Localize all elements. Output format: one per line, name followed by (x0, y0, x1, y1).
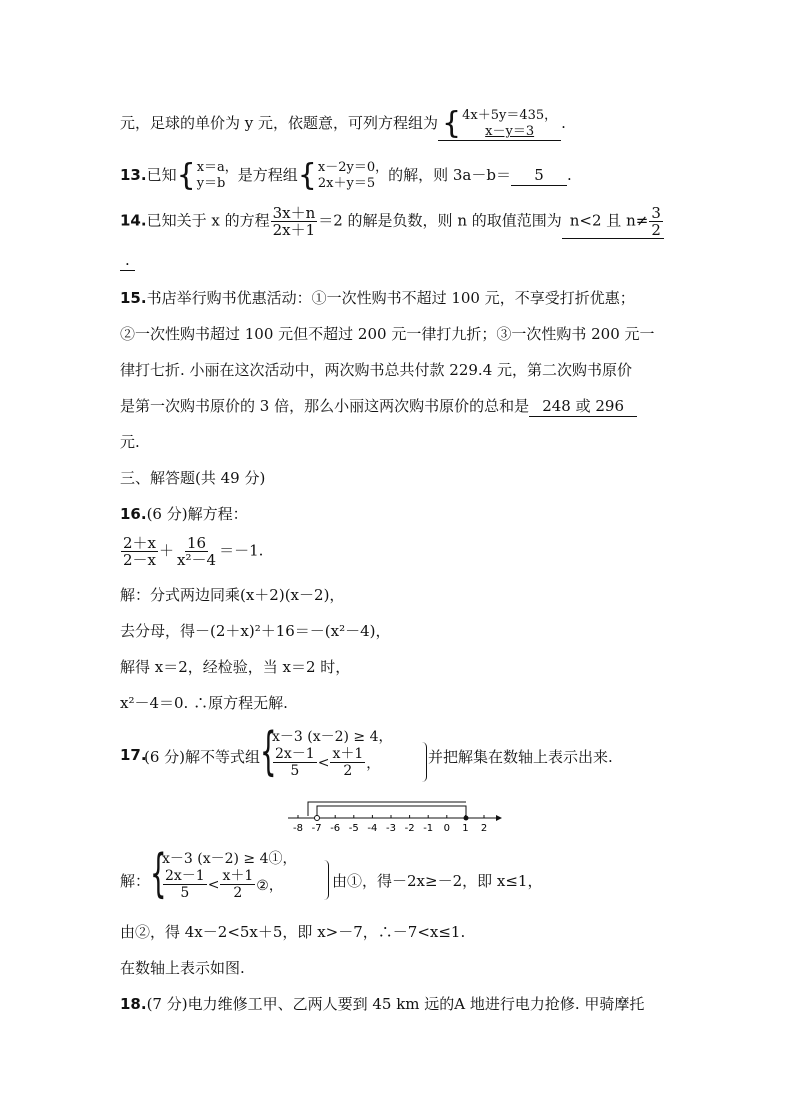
q17-sol-3: 在数轴上表示如图. (120, 959, 245, 977)
q13-text-1: 已知 (146, 166, 177, 184)
axis-tick-label: -1 (423, 823, 434, 834)
q13-text-2: 是方程组 (237, 166, 298, 184)
q14-answer (562, 205, 664, 239)
q13-end: . (566, 166, 572, 184)
q17-sol-after: 由①，得－2x≥－2，即 x≤1， (332, 872, 543, 890)
q13-sys1-row1: x＝a， (196, 160, 238, 175)
q17-lt: < (317, 754, 330, 771)
solution-bracket (317, 806, 466, 816)
q17-solution (120, 844, 680, 908)
q14-line (120, 205, 664, 239)
q17-sol-row2 (162, 868, 283, 901)
q16-sol-3: 解得 x＝2，经检验，当 x＝2 时， (120, 658, 351, 676)
q17-row2 (272, 746, 380, 779)
q15-line-4 (120, 396, 637, 417)
q15-line-1 (120, 288, 635, 308)
q17-sol-frac-right-den: 2 (233, 885, 243, 901)
q16-equation (120, 535, 263, 568)
q16-title-line (120, 504, 248, 524)
q15-text-1: 书店举行购书优惠活动：①一次性购书不超过 100 元，不享受打折优惠； (146, 289, 635, 307)
q17-sol-prefix: 解： (120, 872, 151, 890)
q16-sol-1: 解：分式两边同乘(x＋2)(x－2)， (120, 586, 345, 604)
q16-frac2-den: x²－4 (177, 551, 217, 569)
q17-title: (6 分)解不等式组 (144, 748, 261, 766)
q17-question (120, 722, 660, 792)
q13-line: 13.已知 { x＝a， y＝b 是方程组 { x－2y＝0， 2x＋y＝5 的解，则 3a－b＝ 5 . (120, 158, 572, 193)
q16-rhs: ＝－1. (219, 541, 264, 560)
q12-answer: { 4x＋5y＝435， x－y＝3 (438, 108, 561, 141)
q12-eq2: x－y＝3 (485, 124, 535, 139)
axis-arrow-icon (496, 815, 502, 821)
q12-eq1: 4x＋5y＝435， (462, 108, 558, 123)
q14-blank-end: . (120, 250, 135, 271)
q13-text-3: 的解，则 3a－b＝ (388, 166, 511, 184)
q13-sys1-row2: y＝b (196, 176, 226, 191)
q13-sys2-row1: x－2y＝0， (317, 160, 389, 175)
q17-row1: x－3 (x－2) ≥ 4， (272, 729, 393, 745)
q15-text-5: 元. (120, 433, 140, 451)
q17-sol-frac-left-den: 5 (180, 885, 190, 901)
q17-number-line (280, 796, 510, 836)
solution-bracket-outer (308, 802, 466, 816)
q14-text-1: 已知关于 x 的方程 (146, 211, 270, 230)
q17-number: 17. (120, 746, 147, 764)
axis-tick-label: -8 (293, 823, 303, 834)
q15-line-2 (120, 324, 655, 344)
q16-title: (6 分)解方程： (146, 505, 248, 523)
q17-sol-2: 由②，得 4x－2<5x＋5，即 x>－7，∴－7<x≤1. (120, 923, 466, 941)
q13-number: 13. (120, 166, 147, 184)
q15-answer: 248 或 296 (529, 396, 637, 417)
q17-frac-left-num: 2x－1 (275, 746, 315, 762)
q17-sol-frac-right-num: x＋1 (222, 868, 254, 884)
axis-tick-label: -4 (367, 823, 378, 834)
q17-after: 并把解集在数轴上表示出来. (428, 748, 613, 766)
section-heading: 三、解答题(共 49 分) (120, 469, 266, 487)
q17-row2-end: ， (366, 755, 381, 772)
q14-frac-den: 2x＋1 (272, 221, 316, 239)
q17-frac-left-den: 5 (290, 763, 300, 779)
q17-sol-lt: < (207, 876, 220, 893)
q17-sol-brace-right (324, 860, 329, 900)
axis-tick-label: -2 (404, 823, 415, 834)
q14-answer-text: n<2 且 n≠ (569, 211, 649, 230)
q12-line (120, 108, 566, 141)
q14-continuation (120, 250, 135, 271)
q18-text: (7 分)电力维修工甲、乙两人要到 45 km 远的A 地进行电力抢修. 甲骑摩托 (146, 995, 645, 1013)
axis-tick-label: -6 (330, 823, 341, 834)
q17-sol-row2-end: ②， (256, 877, 283, 894)
q16-sol-2: 去分母，得－(2＋x)²＋16＝－(x²－4)， (120, 622, 391, 640)
q15-line-3 (120, 360, 632, 380)
q17-sol-frac-left-num: 2x－1 (165, 868, 205, 884)
axis-tick-label: 1 (462, 823, 469, 834)
q13-answer: 5 (511, 165, 567, 186)
q17-sol-row1: x－3 (x－2) ≥ 4①， (162, 851, 297, 867)
q17-sol-brace-left: { (150, 844, 167, 904)
q17-frac-right-num: x＋1 (332, 746, 364, 762)
q15-text-2: ②一次性购书超过 100 元但不超过 200 元一律打九折；③一次性购书 200 元一 (120, 325, 655, 343)
q17-brace-left: { (260, 722, 277, 782)
q16-sol-4: x²－4＝0. ∴原方程无解. (120, 694, 288, 712)
axis-tick-label: -3 (386, 823, 396, 834)
q16-frac1-den: 2－x (123, 551, 157, 569)
q15-text-3: 律打七折. 小丽在这次活动中，两次购书总共付款 229.4 元，第二次购书原价 (120, 361, 633, 379)
q15-line-5 (120, 432, 140, 452)
q15-number: 15. (120, 289, 147, 307)
q14-answer-frac-num: 3 (651, 204, 661, 222)
q16-plus: ＋ (159, 541, 175, 560)
axis-tick-label: -7 (311, 823, 322, 834)
q14-text-2: ＝2 的解是负数，则 n 的取值范围为 (318, 211, 562, 230)
q12-text: 元，足球的单价为 y 元，依题意，可列方程组为 (120, 114, 439, 132)
q16-frac1-num: 2＋x (123, 534, 157, 552)
axis-tick-label: -5 (348, 823, 359, 834)
q18-line (120, 994, 644, 1014)
axis-tick-label: 0 (443, 823, 450, 834)
closed-point-1 (464, 816, 469, 821)
q18-number: 18. (120, 995, 147, 1013)
q14-frac-num: 3x＋n (272, 204, 316, 222)
axis-tick-label: 2 (480, 823, 488, 834)
q12-suffix: . (561, 114, 566, 132)
open-point-minus7 (315, 816, 320, 821)
q17-brace-right (422, 742, 427, 782)
q13-sys2-row2: 2x＋y＝5 (317, 176, 376, 191)
q16-number: 16. (120, 505, 147, 523)
q15-text-4: 是第一次购书原价的 3 倍，那么小丽这两次购书原价的总和是 (120, 397, 530, 415)
q17-frac-right-den: 2 (343, 763, 353, 779)
q16-frac2-num: 16 (187, 534, 207, 552)
q14-answer-frac-den: 2 (651, 221, 661, 239)
q14-number: 14. (120, 211, 147, 230)
